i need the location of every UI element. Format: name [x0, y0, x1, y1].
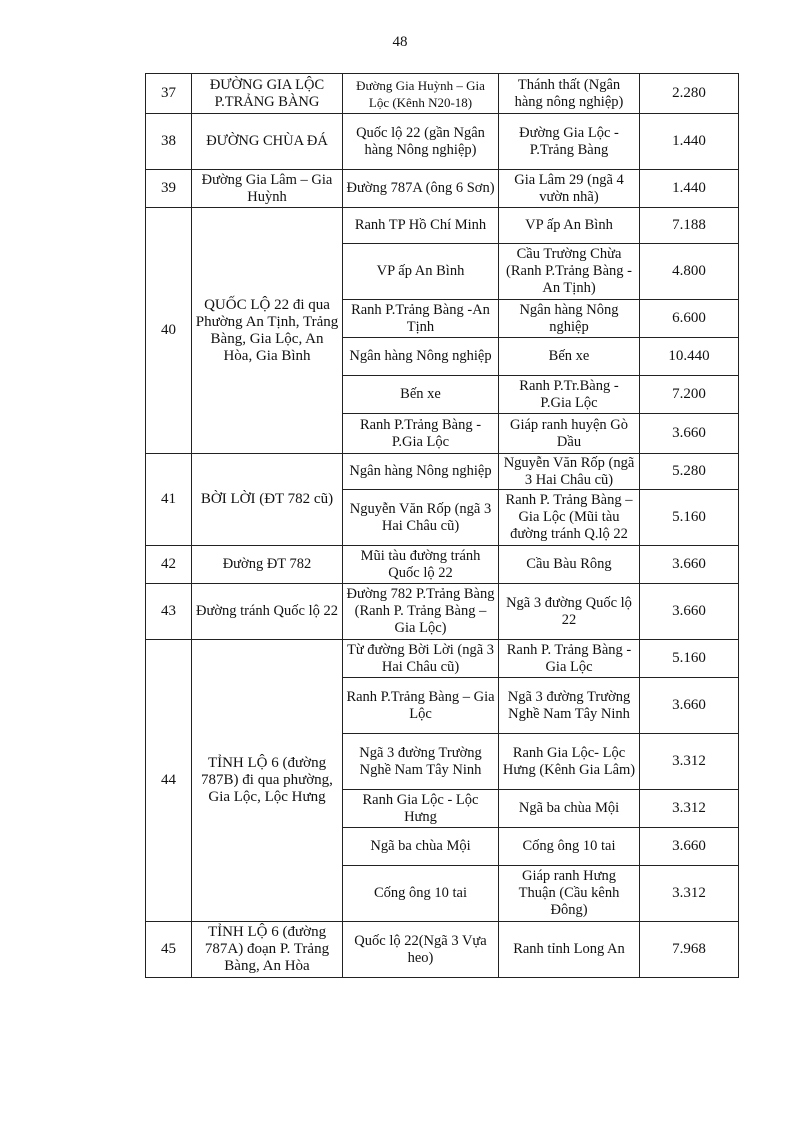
- row-number: 42: [146, 546, 192, 584]
- segment-to: Giáp ranh huyện Gò Dầu: [499, 414, 640, 454]
- segment-from: Từ đường Bời Lời (ngã 3 Hai Châu cũ): [343, 640, 499, 678]
- segment-from: Ranh P.Trảng Bàng -An Tịnh: [343, 300, 499, 338]
- road-name: BỜI LỜI (ĐT 782 cũ): [192, 454, 343, 546]
- table-row: [146, 170, 739, 208]
- price: 3.660: [640, 678, 739, 734]
- segment-to: Cầu Bàu Rông: [499, 546, 640, 584]
- table-row: [146, 454, 739, 490]
- segment-from: Quốc lộ 22 (gần Ngân hàng Nông nghiệp): [343, 114, 499, 170]
- segment-from: Ngân hàng Nông nghiệp: [343, 338, 499, 376]
- segment-from: Bến xe: [343, 376, 499, 414]
- price: 1.440: [640, 170, 739, 208]
- segment-to: Ranh Gia Lộc- Lộc Hưng (Kênh Gia Lâm): [499, 734, 640, 790]
- road-name: TỈNH LỘ 6 (đường 787B) đi qua phường, Gia Lộc, Lộc Hưng: [192, 640, 343, 922]
- segment-to: Ngã 3 đường Quốc lộ 22: [499, 584, 640, 640]
- row-number: 37: [146, 74, 192, 114]
- segment-from: Ngã ba chùa Mội: [343, 828, 499, 866]
- road-name: Đường Gia Lâm – Gia Huỳnh: [192, 170, 343, 208]
- table-row: [146, 584, 739, 640]
- price: 5.160: [640, 490, 739, 546]
- table-row: [146, 922, 739, 978]
- row-number: 40: [146, 208, 192, 454]
- segment-to: Thánh thất (Ngân hàng nông nghiệp): [499, 74, 640, 114]
- segment-to: Ngã 3 đường Trường Nghề Nam Tây Ninh: [499, 678, 640, 734]
- price: 7.968: [640, 922, 739, 978]
- land-price-table: [145, 73, 739, 978]
- segment-from: Cống ông 10 tai: [343, 866, 499, 922]
- road-name: Đường ĐT 782: [192, 546, 343, 584]
- price: 5.280: [640, 454, 739, 490]
- row-number: 38: [146, 114, 192, 170]
- price: 7.200: [640, 376, 739, 414]
- segment-to: Ranh P. Trảng Bàng - Gia Lộc: [499, 640, 640, 678]
- price: 3.312: [640, 866, 739, 922]
- price: 3.660: [640, 414, 739, 454]
- price: 3.660: [640, 584, 739, 640]
- row-number: 41: [146, 454, 192, 546]
- price: 1.440: [640, 114, 739, 170]
- segment-from: Nguyễn Văn Rốp (ngã 3 Hai Châu cũ): [343, 490, 499, 546]
- table-row: [146, 74, 739, 114]
- price: 7.188: [640, 208, 739, 244]
- segment-to: Ngân hàng Nông nghiệp: [499, 300, 640, 338]
- price: 4.800: [640, 244, 739, 300]
- row-number: 45: [146, 922, 192, 978]
- row-number: 39: [146, 170, 192, 208]
- segment-to: Đường Gia Lộc - P.Trảng Bàng: [499, 114, 640, 170]
- road-name: TỈNH LỘ 6 (đường 787A) đoạn P. Trảng Bàng, An Hòa: [192, 922, 343, 978]
- segment-to: Cống ông 10 tai: [499, 828, 640, 866]
- row-number: 44: [146, 640, 192, 922]
- road-name: ĐƯỜNG GIA LỘC P.TRẢNG BÀNG: [192, 74, 343, 114]
- segment-from: Ranh TP Hồ Chí Minh: [343, 208, 499, 244]
- road-name: QUỐC LỘ 22 đi qua Phường An Tịnh, Trảng Bàng, Gia Lộc, An Hòa, Gia Bình: [192, 208, 343, 454]
- segment-from: Ngã 3 đường Trường Nghề Nam Tây Ninh: [343, 734, 499, 790]
- road-name: ĐƯỜNG CHÙA ĐÁ: [192, 114, 343, 170]
- price: 3.312: [640, 790, 739, 828]
- segment-to: Giáp ranh Hưng Thuận (Cầu kênh Đông): [499, 866, 640, 922]
- table-row: [146, 546, 739, 584]
- price: 2.280: [640, 74, 739, 114]
- table-row: [146, 208, 739, 244]
- segment-from: Đường 782 P.Trảng Bàng (Ranh P. Trảng Bàng – Gia Lộc): [343, 584, 499, 640]
- price: 10.440: [640, 338, 739, 376]
- segment-to: Gia Lâm 29 (ngã 4 vườn nhã): [499, 170, 640, 208]
- segment-to: Ranh P. Trảng Bàng – Gia Lộc (Mũi tàu đường tránh Q.lộ 22: [499, 490, 640, 546]
- price: 3.312: [640, 734, 739, 790]
- price: 3.660: [640, 546, 739, 584]
- segment-to: Cầu Trường Chừa (Ranh P.Trảng Bàng -An Tịnh): [499, 244, 640, 300]
- segment-to: Ngã ba chùa Mội: [499, 790, 640, 828]
- table-row: [146, 640, 739, 678]
- table-row: [146, 114, 739, 170]
- segment-to: VP ấp An Bình: [499, 208, 640, 244]
- row-number: 43: [146, 584, 192, 640]
- segment-to: Ranh P.Tr.Bàng - P.Gia Lộc: [499, 376, 640, 414]
- price: 5.160: [640, 640, 739, 678]
- price: 3.660: [640, 828, 739, 866]
- segment-from: Quốc lộ 22(Ngã 3 Vựa heo): [343, 922, 499, 978]
- segment-from: Ranh Gia Lộc - Lộc Hưng: [343, 790, 499, 828]
- road-name: Đường tránh Quốc lộ 22: [192, 584, 343, 640]
- segment-to: Ranh tỉnh Long An: [499, 922, 640, 978]
- segment-from: Đường 787A (ông 6 Sơn): [343, 170, 499, 208]
- segment-to: Bến xe: [499, 338, 640, 376]
- segment-from: Ranh P.Trảng Bàng – Gia Lộc: [343, 678, 499, 734]
- segment-from: Mũi tàu đường tránh Quốc lộ 22: [343, 546, 499, 584]
- price: 6.600: [640, 300, 739, 338]
- segment-from: Ranh P.Trảng Bàng - P.Gia Lộc: [343, 414, 499, 454]
- page-number: 48: [392, 34, 408, 50]
- segment-to: Nguyễn Văn Rốp (ngã 3 Hai Châu cũ): [499, 454, 640, 490]
- segment-from: Ngân hàng Nông nghiệp: [343, 454, 499, 490]
- segment-from: VP ấp An Bình: [343, 244, 499, 300]
- segment-from: Đường Gia Huỳnh – Gia Lộc (Kênh N20-18): [343, 74, 499, 114]
